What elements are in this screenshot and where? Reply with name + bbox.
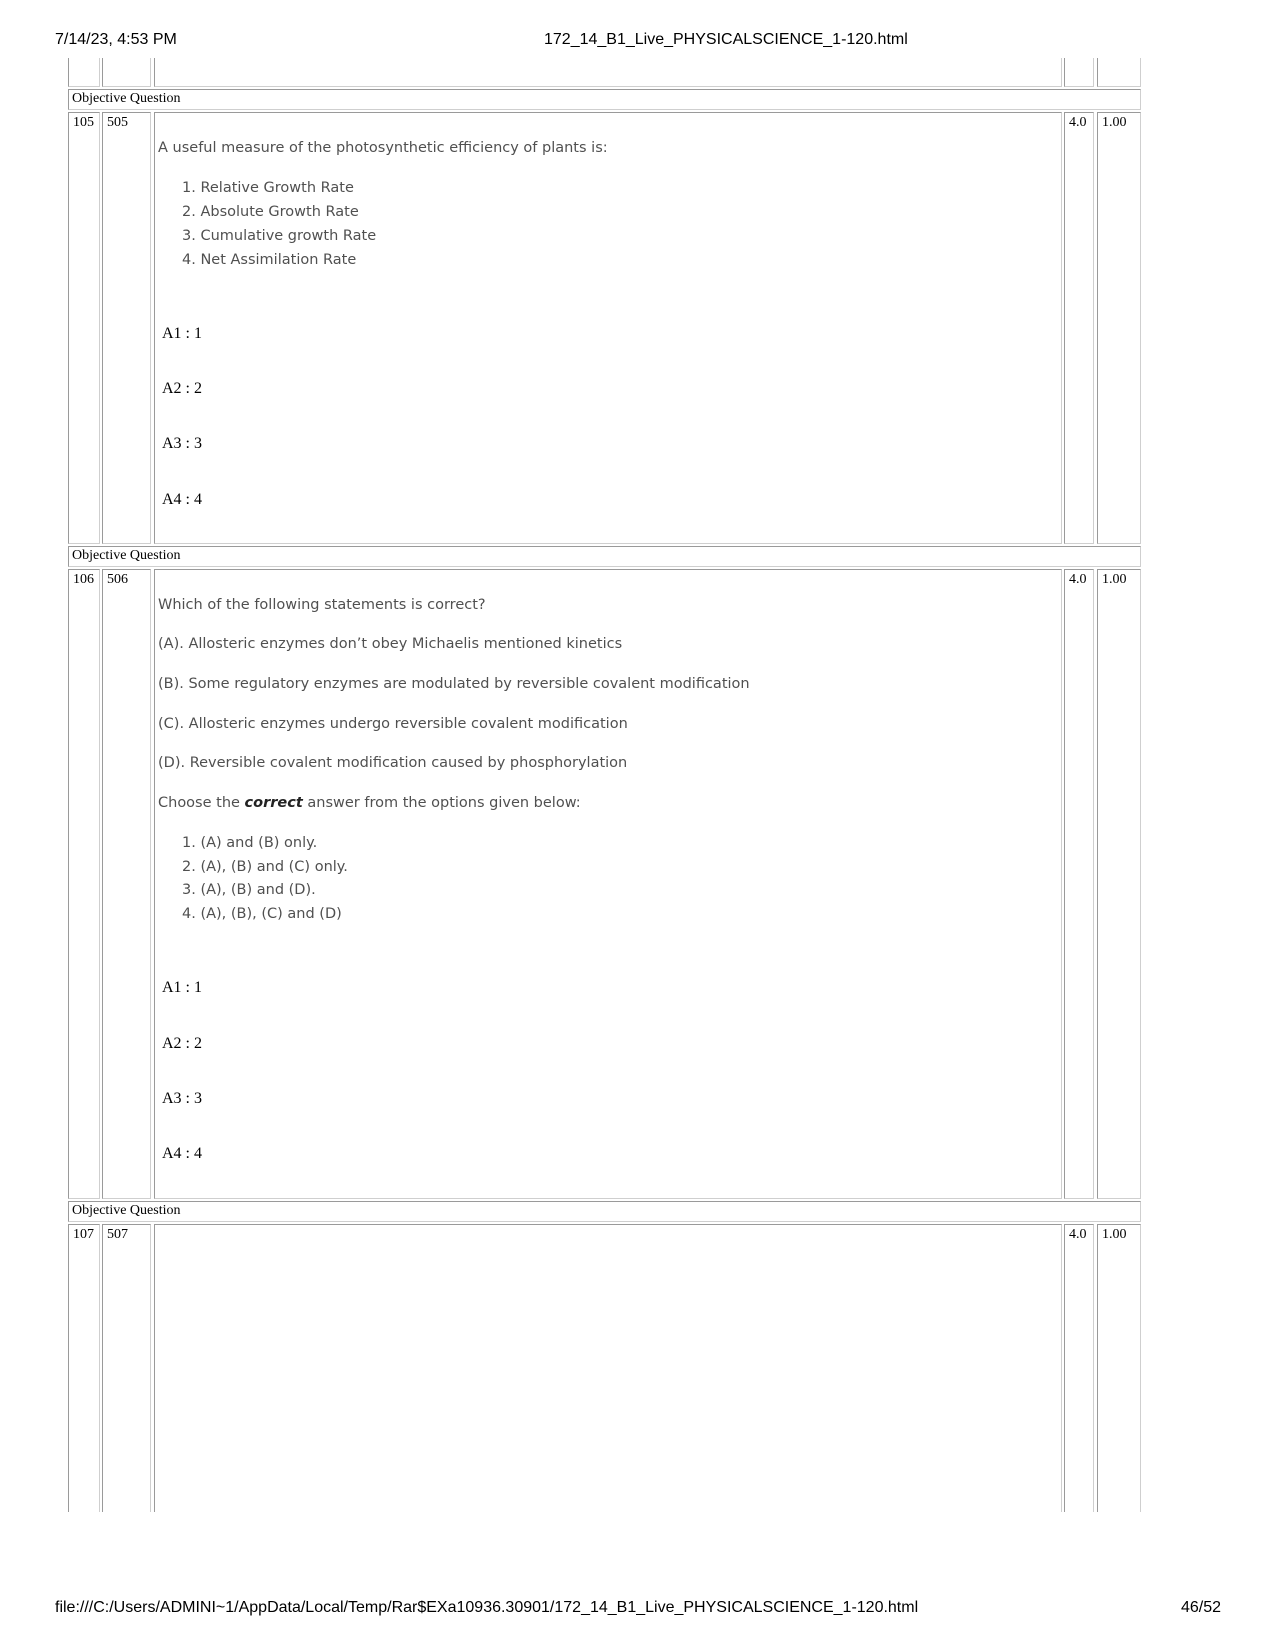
prev-question-cell (154, 58, 1062, 87)
option-2: 2. (A), (B) and (C) only. (182, 859, 348, 875)
option-1: 1. (A) and (B) only. (182, 835, 318, 851)
instruction-suffix: answer from the options given below: (302, 795, 581, 811)
question-cell (154, 112, 1062, 544)
answer-instruction (158, 795, 581, 811)
section-label: Objective Question (72, 1203, 181, 1218)
statement-d: (D). Reversible covalent modification caused by phosphorylation (158, 755, 628, 771)
instruction-emphasis: correct (244, 795, 303, 811)
serial-number-cell (68, 569, 100, 1199)
print-header-title: 172_14_B1_Live_PHYSICALSCIENCE_1-120.html (544, 31, 908, 48)
serial-number: 105 (73, 115, 94, 130)
answer-option-1: A1 : 1 (162, 325, 202, 342)
statement-c: (C). Allosteric enzymes undergo reversible covalent modification (158, 716, 628, 732)
option-4: 4. (A), (B), (C) and (D) (182, 906, 342, 922)
option-3: 3. (A), (B) and (D). (182, 882, 316, 898)
prev-negative-cell (1097, 58, 1141, 87)
negative-marks-cell (1097, 112, 1141, 544)
question-id-cell (102, 569, 151, 1199)
serial-number-cell (68, 112, 100, 544)
prev-sno-cell (68, 58, 100, 87)
answer-option-3: A3 : 3 (162, 435, 202, 452)
question-stem: Which of the following statements is correct? (158, 597, 486, 613)
question-stem: A useful measure of the photosynthetic efficiency of plants is: (158, 140, 608, 156)
marks-cell (1064, 1224, 1094, 1512)
serial-number-cell (68, 1224, 100, 1512)
negative-marks: 1.00 (1102, 1227, 1127, 1242)
question-id: 506 (107, 572, 128, 587)
answer-option-4: A4 : 4 (162, 491, 202, 508)
answer-option-2: A2 : 2 (162, 380, 202, 397)
option-3: 3. Cumulative growth Rate (182, 228, 377, 244)
print-header-datetime: 7/14/23, 4:53 PM (55, 31, 177, 48)
question-id: 507 (107, 1227, 128, 1242)
answer-option-4: A4 : 4 (162, 1145, 202, 1162)
marks: 4.0 (1069, 1227, 1087, 1242)
negative-marks-cell (1097, 1224, 1141, 1512)
marks: 4.0 (1069, 572, 1087, 587)
negative-marks-cell (1097, 569, 1141, 1199)
instruction-prefix: Choose the (158, 795, 245, 811)
prev-marks-cell (1064, 58, 1094, 87)
question-id-cell (102, 112, 151, 544)
negative-marks: 1.00 (1102, 115, 1127, 130)
option-2: 2. Absolute Growth Rate (182, 204, 359, 220)
answer-option-2: A2 : 2 (162, 1035, 202, 1052)
serial-number: 106 (73, 572, 94, 587)
statement-b: (B). Some regulatory enzymes are modulated by reversible covalent modification (158, 676, 750, 692)
marks-cell (1064, 112, 1094, 544)
section-header (68, 89, 1141, 110)
print-footer-file-path: file:///C:/Users/ADMINI~1/AppData/Local/Temp/Rar$EXa10936.30901/172_14_B1_Live_PHYSICALSCIENCE_1-120.html (55, 1599, 919, 1616)
option-1: 1. Relative Growth Rate (182, 180, 354, 196)
answer-option-1: A1 : 1 (162, 979, 202, 996)
marks-cell (1064, 569, 1094, 1199)
section-label: Objective Question (72, 548, 181, 563)
marks: 4.0 (1069, 115, 1087, 130)
question-id: 505 (107, 115, 128, 130)
option-4: 4. Net Assimilation Rate (182, 252, 357, 268)
negative-marks: 1.00 (1102, 572, 1127, 587)
section-header (68, 546, 1141, 567)
question-cell (154, 1224, 1062, 1512)
section-label: Objective Question (72, 91, 181, 106)
statement-a: (A). Allosteric enzymes don’t obey Michaelis mentioned kinetics (158, 636, 623, 652)
serial-number: 107 (73, 1227, 94, 1242)
question-id-cell (102, 1224, 151, 1512)
prev-qid-cell (102, 58, 151, 87)
section-header (68, 1201, 1141, 1222)
answer-option-3: A3 : 3 (162, 1090, 202, 1107)
print-footer-page-number: 46/52 (1181, 1599, 1222, 1616)
